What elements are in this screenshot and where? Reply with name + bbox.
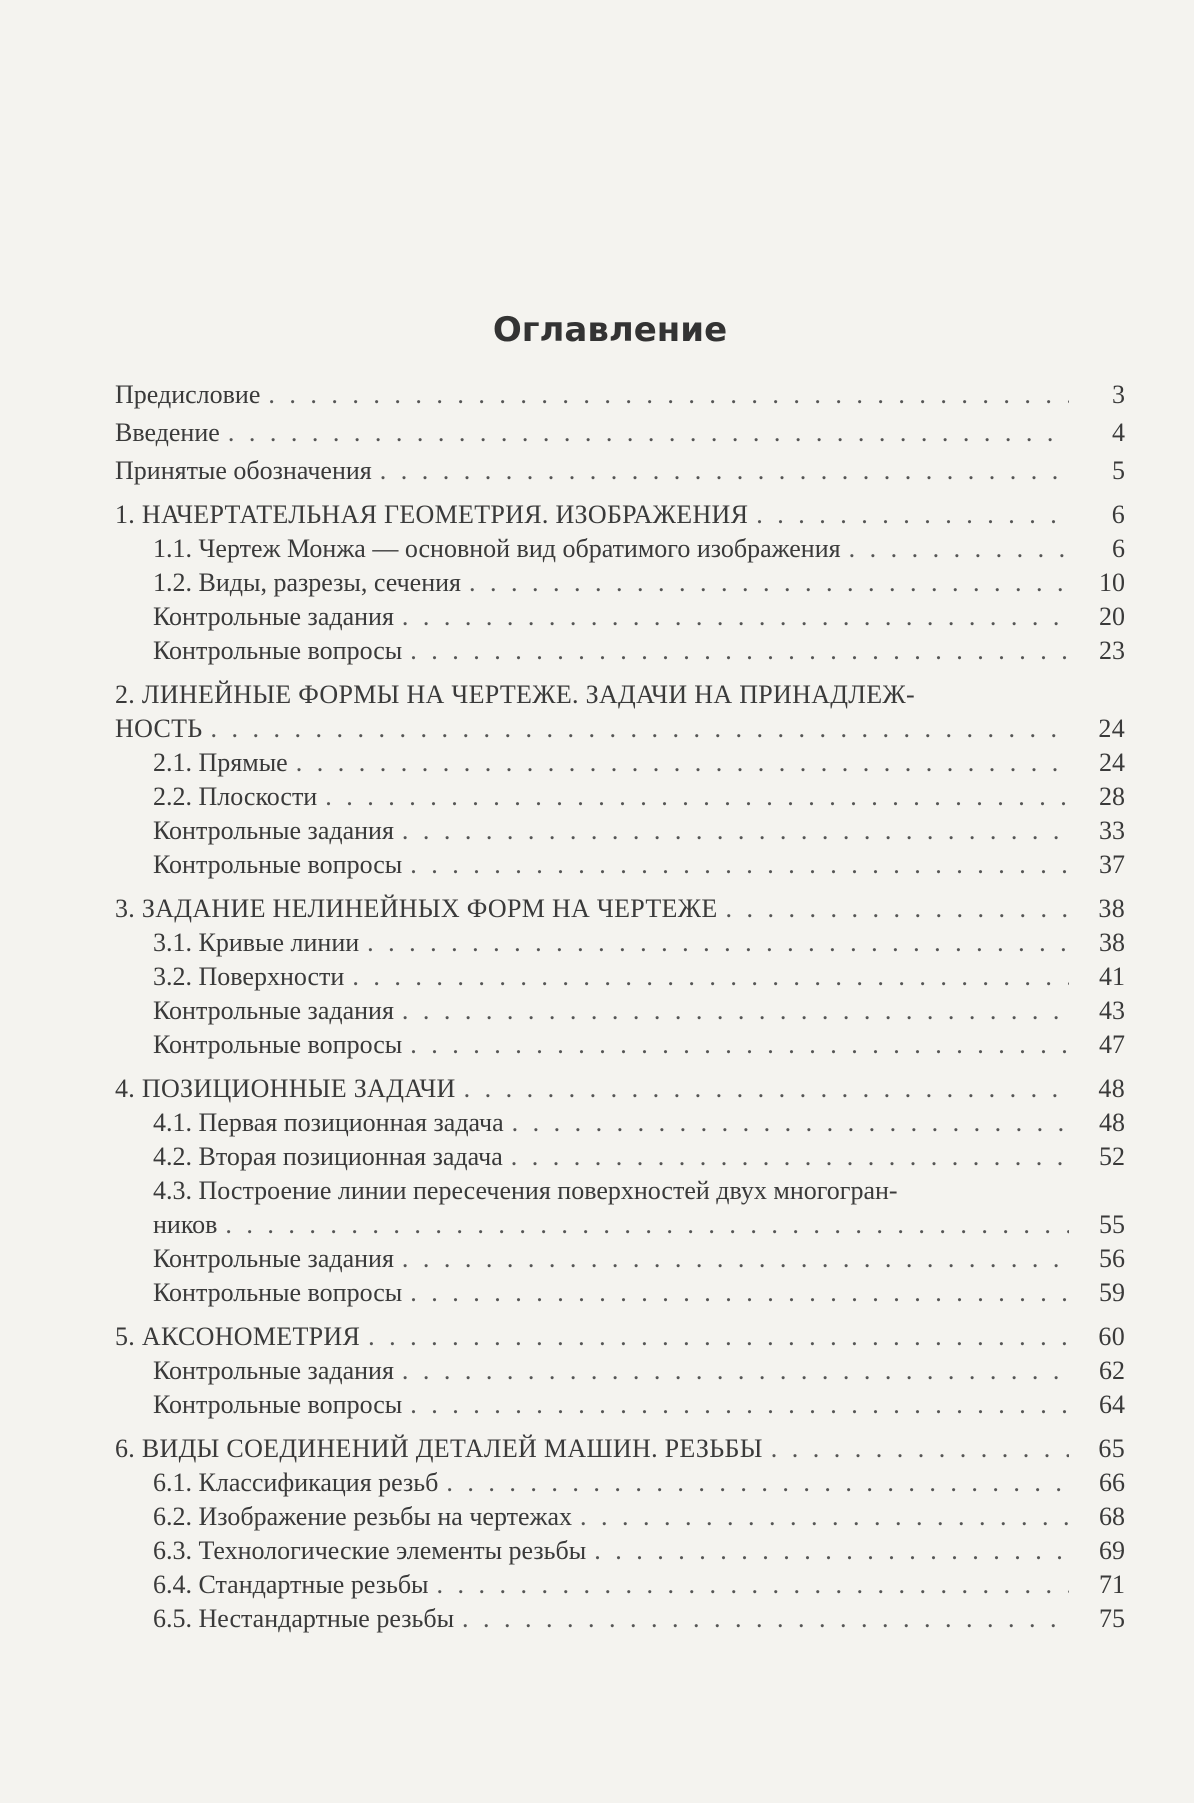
toc-entry — [115, 1028, 1125, 1062]
leader-dots — [446, 1466, 1069, 1500]
entry-page: 20 — [1099, 602, 1125, 631]
entry-page: 5 — [1112, 456, 1125, 485]
entry-label: Контрольные вопросы — [153, 636, 403, 665]
leader-dots — [437, 1568, 1069, 1602]
entry-page: 6 — [1111, 500, 1125, 529]
leader-dots — [296, 746, 1069, 780]
entry-label: Контрольные задания — [153, 816, 394, 845]
toc-entry — [115, 960, 1125, 994]
entry-label: 3. ЗАДАНИЕ НЕЛИНЕЙНЫХ ФОРМ НА ЧЕРТЕЖЕ — [115, 894, 718, 923]
entry-label: 4.1. Первая позиционная задача — [153, 1108, 504, 1137]
leader-dots — [211, 712, 1069, 746]
toc-entry — [115, 1534, 1125, 1568]
leader-dots — [410, 1276, 1069, 1310]
toc-entry — [115, 1466, 1125, 1500]
leader-dots — [512, 1106, 1069, 1140]
entry-label: Принятые обозначения — [115, 456, 372, 485]
leader-dots — [464, 1072, 1069, 1106]
toc-entry-introduction — [115, 416, 1125, 450]
leader-dots — [402, 1354, 1069, 1388]
entry-page: 65 — [1098, 1434, 1125, 1463]
toc-entry — [115, 1602, 1125, 1636]
toc-entry — [115, 1242, 1125, 1276]
toc-entry — [115, 1388, 1125, 1422]
leader-dots — [352, 960, 1069, 994]
entry-page: 24 — [1099, 748, 1125, 777]
entry-page: 56 — [1099, 1244, 1125, 1273]
entry-label: 1.2. Виды, разрезы, сечения — [153, 568, 462, 597]
leader-dots — [402, 600, 1069, 634]
entry-page: 33 — [1099, 816, 1125, 845]
toc-entry — [115, 1276, 1125, 1310]
entry-page: 38 — [1099, 928, 1125, 957]
entry-label: Контрольные вопросы — [153, 1030, 403, 1059]
leader-dots — [325, 780, 1069, 814]
toc-entry — [115, 532, 1125, 566]
entry-label: Контрольные задания — [153, 602, 394, 631]
entry-page: 52 — [1099, 1142, 1125, 1171]
entry-label: 6.1. Классификация резьб — [153, 1468, 439, 1497]
toc-page — [115, 310, 1125, 1636]
leader-dots — [594, 1534, 1069, 1568]
chapter-3 — [115, 892, 1125, 1062]
leader-dots — [410, 634, 1069, 668]
leader-dots — [580, 1500, 1069, 1534]
toc-entry-notation — [115, 454, 1125, 488]
entry-page: 69 — [1099, 1536, 1125, 1565]
entry-label: Контрольные задания — [153, 1356, 394, 1385]
entry-label: 5. АКСОНОМЕТРИЯ — [115, 1322, 361, 1351]
entry-page: 66 — [1099, 1468, 1125, 1497]
entry-page: 3 — [1112, 380, 1125, 409]
entry-label: 3.1. Кривые линии — [153, 928, 360, 957]
entry-label: Контрольные вопросы — [153, 850, 403, 879]
toc-entry — [115, 566, 1125, 600]
toc-entry-preface — [115, 378, 1125, 412]
entry-label: 6.5. Нестандартные резьбы — [153, 1604, 455, 1633]
entry-page: 6 — [1112, 534, 1125, 563]
toc-entry — [115, 1568, 1125, 1602]
entry-label: 2.1. Прямые — [153, 748, 288, 777]
leader-dots — [402, 814, 1069, 848]
toc-entry — [115, 780, 1125, 814]
leader-dots — [380, 454, 1069, 488]
entry-page: 71 — [1099, 1570, 1125, 1599]
leader-dots — [726, 892, 1070, 926]
leader-dots — [469, 566, 1069, 600]
leader-dots — [225, 1208, 1069, 1242]
chapter-heading — [115, 1432, 1125, 1466]
entry-label: 1.1. Чертеж Монжа — основной вид обратимого изображения — [153, 534, 841, 563]
entry-page: 62 — [1099, 1356, 1125, 1385]
toc-entry — [115, 926, 1125, 960]
entry-label: Контрольные вопросы — [153, 1278, 403, 1307]
toc-entry — [115, 848, 1125, 882]
entry-page: 68 — [1099, 1502, 1125, 1531]
chapter-1 — [115, 498, 1125, 668]
entry-label: 3.2. Поверхности — [153, 962, 345, 991]
front-matter — [115, 378, 1125, 488]
leader-dots — [402, 994, 1069, 1028]
entry-label: 2.2. Плоскости — [153, 782, 318, 811]
leader-dots — [367, 926, 1069, 960]
entry-label: Контрольные вопросы — [153, 1390, 403, 1419]
entry-label: 6.3. Технологические элементы резьбы — [153, 1536, 587, 1565]
toc-entry — [115, 1354, 1125, 1388]
leader-dots — [511, 1140, 1069, 1174]
leader-dots — [756, 498, 1069, 532]
entry-label: 6. ВИДЫ СОЕДИНЕНИЙ ДЕТАЛЕЙ МАШИН. РЕЗЬБЫ — [115, 1434, 763, 1463]
toc-entry — [115, 814, 1125, 848]
chapter-4 — [115, 1072, 1125, 1310]
entry-page: 75 — [1099, 1604, 1125, 1633]
leader-dots — [410, 1028, 1069, 1062]
entry-label: 6.2. Изображение резьбы на чертежах — [153, 1502, 573, 1531]
chapter-heading — [115, 712, 1125, 746]
entry-label: Контрольные задания — [153, 996, 394, 1025]
entry-page: 41 — [1099, 962, 1125, 991]
entry-page: 55 — [1099, 1210, 1125, 1239]
entry-page: 28 — [1099, 782, 1125, 811]
chapter-heading — [115, 498, 1125, 532]
toc-entry — [115, 994, 1125, 1028]
entry-page: 24 — [1098, 714, 1125, 743]
toc-entry-line: 4.3. Построение линии пересечения поверхностей двух многогран- — [153, 1176, 898, 1205]
leader-dots — [228, 416, 1069, 450]
entry-page: 59 — [1099, 1278, 1125, 1307]
leader-dots — [410, 1388, 1069, 1422]
entry-page: 64 — [1099, 1390, 1125, 1419]
page-title: Оглавление — [492, 310, 728, 350]
entry-page: 48 — [1098, 1074, 1125, 1103]
chapter-5 — [115, 1320, 1125, 1422]
toc-entry — [115, 746, 1125, 780]
chapter-6 — [115, 1432, 1125, 1636]
entry-page: 4 — [1112, 418, 1125, 447]
chapter-heading — [115, 892, 1125, 926]
leader-dots — [410, 848, 1069, 882]
entry-label: НОСТЬ — [115, 714, 203, 743]
entry-label: 6.4. Стандартные резьбы — [153, 1570, 429, 1599]
entry-page: 47 — [1099, 1030, 1125, 1059]
leader-dots — [268, 378, 1069, 412]
leader-dots — [771, 1432, 1069, 1466]
chapter-2 — [115, 678, 1125, 882]
entry-page: 10 — [1099, 568, 1125, 597]
toc-entry — [115, 1500, 1125, 1534]
entry-page: 48 — [1099, 1108, 1125, 1137]
leader-dots — [462, 1602, 1069, 1636]
entry-label: 4. ПОЗИЦИОННЫЕ ЗАДАЧИ — [115, 1074, 456, 1103]
toc-entry — [115, 1208, 1125, 1242]
toc-entry — [115, 634, 1125, 668]
toc-entry — [115, 600, 1125, 634]
entry-page: 37 — [1099, 850, 1125, 879]
toc-entry — [115, 1140, 1125, 1174]
entry-label: 1. НАЧЕРТАТЕЛЬНАЯ ГЕОМЕТРИЯ. ИЗОБРАЖЕНИЯ — [115, 500, 749, 529]
entry-label: Введение — [115, 418, 220, 447]
chapter-heading — [115, 1072, 1125, 1106]
entry-label: 4.2. Вторая позиционная задача — [153, 1142, 503, 1171]
entry-page: 43 — [1099, 996, 1125, 1025]
entry-label: ников — [153, 1210, 218, 1239]
chapter-heading-line: 2. ЛИНЕЙНЫЕ ФОРМЫ НА ЧЕРТЕЖЕ. ЗАДАЧИ НА ПРИНАДЛЕЖ- — [115, 680, 915, 709]
entry-label: Контрольные задания — [153, 1244, 394, 1273]
entry-page: 38 — [1098, 894, 1125, 923]
entry-page: 23 — [1099, 636, 1125, 665]
leader-dots — [368, 1320, 1069, 1354]
toc-entry — [115, 1106, 1125, 1140]
entry-page: 60 — [1098, 1322, 1125, 1351]
leader-dots — [402, 1242, 1069, 1276]
leader-dots — [849, 532, 1069, 566]
entry-label: Предисловие — [115, 380, 261, 409]
chapter-heading — [115, 1320, 1125, 1354]
